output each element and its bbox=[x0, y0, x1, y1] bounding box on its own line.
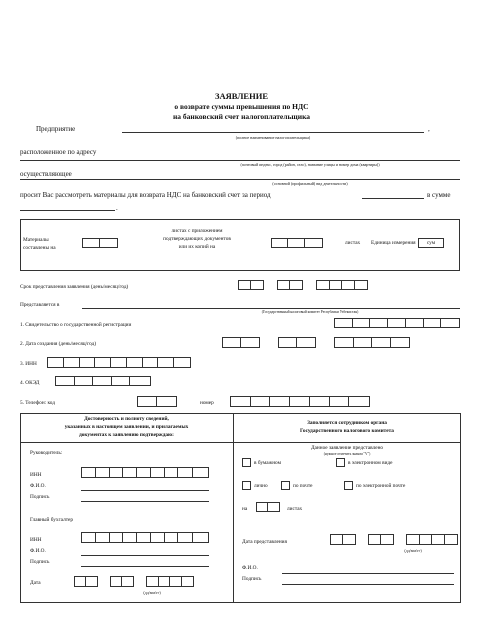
activity-label: осуществляющее bbox=[20, 170, 72, 178]
item3-label: 3. ИНН bbox=[20, 361, 37, 367]
form-subtitle-2: на банковский счет налогоплательщика bbox=[172, 112, 311, 121]
left-date-day-cells[interactable] bbox=[74, 576, 98, 587]
created-year-cells[interactable] bbox=[334, 337, 410, 348]
date-label: Дата bbox=[30, 580, 41, 586]
right-date-year-cells[interactable] bbox=[406, 534, 458, 545]
right-date-month-cells[interactable] bbox=[368, 534, 394, 545]
electronic-checkbox[interactable] bbox=[336, 458, 345, 467]
created-day-cells[interactable] bbox=[222, 337, 260, 348]
item2-label: 2. Дата создания (день/месяц/год) bbox=[20, 341, 97, 347]
phone-number-label: номер bbox=[200, 400, 214, 406]
enterprise-comma: , bbox=[428, 125, 430, 133]
head-fio-label: Ф.И.О. bbox=[30, 483, 46, 489]
head-fio-field[interactable] bbox=[81, 490, 209, 491]
submitted-to-label: Представляется в bbox=[20, 302, 60, 308]
date-presented-label: Дата представления bbox=[242, 539, 287, 545]
address-hint: (почтовый индекс, город (район, село), название улицы и номер дома (квартиры)) bbox=[240, 162, 380, 167]
materials-sheets-cells[interactable] bbox=[82, 238, 118, 248]
deadline-day-cells[interactable] bbox=[238, 280, 264, 290]
enterprise-label: Предприятие bbox=[36, 125, 76, 133]
unit-label: Единица измерения bbox=[371, 240, 416, 246]
accountant-sign-field[interactable] bbox=[81, 566, 209, 567]
personally-label: лично bbox=[254, 483, 268, 489]
sum-period: . bbox=[116, 204, 118, 212]
accountant-fio-field[interactable] bbox=[81, 555, 209, 556]
head-label: Руководитель: bbox=[30, 450, 63, 456]
deadline-label: Срок представления заявления (день/месяц/год) bbox=[20, 284, 129, 290]
right-header-2: Государственного налогового комитета bbox=[300, 428, 394, 434]
left-header-2: указанных в настоящем заявлении, и прилагаемых bbox=[64, 424, 189, 430]
materials-copies: или их копий на bbox=[178, 244, 216, 250]
accountant-label: Главный бухгалтер bbox=[30, 517, 74, 523]
right-fio-field[interactable] bbox=[282, 573, 454, 574]
right-fio-label: Ф.И.О. bbox=[242, 565, 258, 571]
by-mail-label: по почте bbox=[293, 483, 313, 489]
right-sheets-label: листах bbox=[287, 506, 303, 512]
sum-field[interactable] bbox=[20, 210, 115, 211]
activity-hint: (основной (профильный) вид деятельности) bbox=[272, 181, 348, 186]
phone-code-cells[interactable] bbox=[137, 396, 177, 407]
enterprise-hint: (полное наименование налогоплательщика) bbox=[235, 135, 311, 140]
materials-label-1: Материалы bbox=[23, 237, 49, 243]
right-date-day-cells[interactable] bbox=[330, 534, 356, 545]
created-month-cells[interactable] bbox=[278, 337, 316, 348]
deadline-month-cells[interactable] bbox=[277, 280, 303, 290]
head-sign-field[interactable] bbox=[81, 501, 209, 502]
enterprise-field[interactable] bbox=[122, 132, 424, 133]
left-date-hint: (дд/мм/гг) bbox=[143, 590, 161, 595]
right-sign-label: Подпись bbox=[242, 576, 262, 582]
left-date-month-cells[interactable] bbox=[110, 576, 134, 587]
address-label: расположенное по адресу bbox=[20, 148, 97, 156]
accountant-fio-label: Ф.И.О. bbox=[30, 548, 46, 554]
left-header-1: Достоверность и полноту сведений, bbox=[84, 416, 169, 422]
panel-vertical-divider bbox=[233, 413, 234, 603]
submitted-to-field[interactable] bbox=[82, 308, 460, 309]
oked-cells[interactable] bbox=[55, 376, 151, 386]
mark-hint: (нужное отметить знаком "V") bbox=[323, 452, 371, 456]
phone-number-cells[interactable] bbox=[230, 396, 370, 407]
deadline-year-cells[interactable] bbox=[316, 280, 368, 290]
head-inn-label: ИНН bbox=[30, 472, 42, 478]
personally-checkbox[interactable] bbox=[242, 481, 251, 490]
left-header-3: документах к заявлению подтверждаю: bbox=[79, 432, 174, 438]
materials-attach-2: подтверждающих документов bbox=[163, 236, 231, 242]
address-field[interactable] bbox=[20, 160, 460, 161]
activity-field[interactable] bbox=[20, 179, 460, 180]
by-email-label: по электронной почте bbox=[356, 483, 406, 489]
right-sign-field[interactable] bbox=[282, 584, 454, 585]
right-header-1: Заполняется сотрудником органа bbox=[307, 420, 387, 426]
request-text: просит Вас рассмотреть материалы для возврата НДС на банковский счет за период bbox=[20, 191, 271, 199]
item4-label: 4. ОКЭД bbox=[20, 380, 40, 386]
form-subtitle-1: о возврате суммы превышения по НДС bbox=[174, 102, 309, 111]
left-date-year-cells[interactable] bbox=[146, 576, 194, 587]
presented-label: Данное заявление представлено bbox=[310, 445, 384, 451]
materials-label-2: составлены на bbox=[23, 245, 56, 251]
sum-label: в сумме bbox=[427, 191, 451, 199]
materials-docs-cells[interactable] bbox=[271, 238, 323, 248]
right-date-hint: (дд/мм/гг) bbox=[404, 548, 422, 553]
head-sign-label: Подпись bbox=[30, 494, 50, 500]
period-field[interactable] bbox=[362, 198, 424, 199]
registration-cells[interactable] bbox=[334, 318, 460, 328]
by-mail-checkbox[interactable] bbox=[281, 481, 290, 490]
unit-value: сум bbox=[418, 238, 444, 248]
form-title: ЗАЯВЛЕНИЕ bbox=[214, 91, 268, 101]
panel-header-divider bbox=[20, 442, 461, 443]
materials-attach-1: листах с приложением bbox=[171, 228, 223, 234]
item5-label: 5. Телефон: код bbox=[20, 400, 55, 406]
accountant-sign-label: Подпись bbox=[30, 559, 50, 565]
inn-cells[interactable] bbox=[47, 357, 191, 368]
item1-label: 1. Свидетельство о государственной регистрации bbox=[20, 322, 132, 328]
paper-label: в бумажном bbox=[254, 460, 281, 466]
electronic-label: в электронном виде bbox=[348, 460, 393, 466]
head-inn-cells[interactable] bbox=[81, 467, 209, 478]
by-email-checkbox[interactable] bbox=[344, 481, 353, 490]
accountant-inn-label: ИНН bbox=[30, 537, 42, 543]
materials-sheets-label: листах bbox=[345, 240, 361, 246]
committee-hint: (Государственный налоговый комитет Республики Узбекистан) bbox=[261, 310, 359, 314]
accountant-inn-cells[interactable] bbox=[81, 532, 209, 543]
right-sheets-cells[interactable] bbox=[256, 502, 280, 512]
on-label: на bbox=[242, 506, 248, 512]
paper-checkbox[interactable] bbox=[242, 458, 251, 467]
